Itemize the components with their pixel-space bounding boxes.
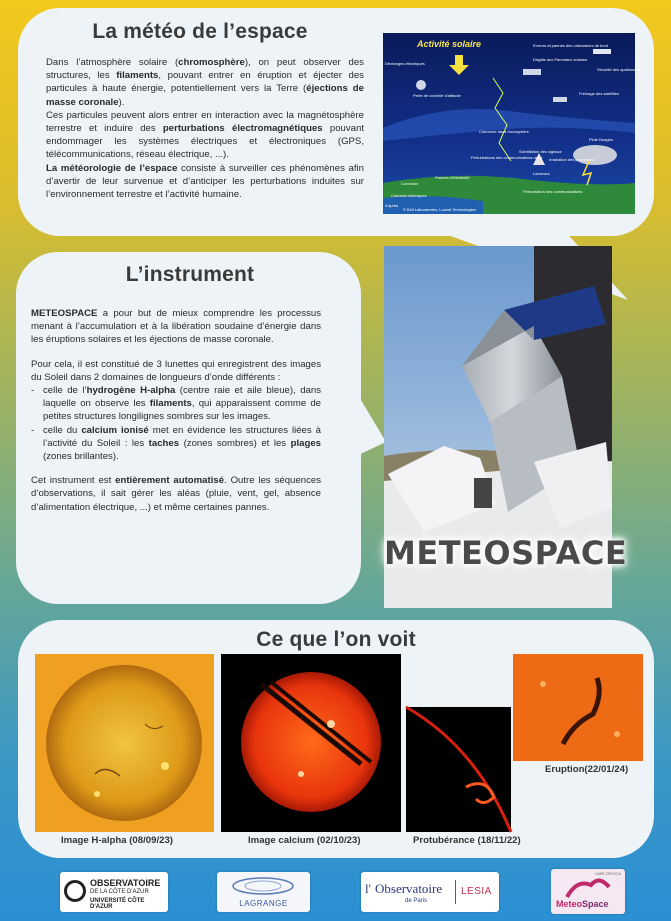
diagram-label: Perte de contrôle d'attitude	[413, 93, 461, 98]
solar-diagram-title: Activité solaire	[417, 39, 482, 49]
oca-line2: DE LA CÔTE D'AZUR	[90, 889, 149, 895]
obspm-divider	[455, 880, 456, 904]
diagram-label: Perturbations des communications radio	[471, 155, 543, 160]
weather-paragraph-1: Dans l’atmosphère solaire (chromosphère), on peut observer des structures, les filaments, pouvant entrer en éruption et éjecter des particules à haute énergie, potentiellement vers la Terre (éjections de masse coronale).	[46, 57, 365, 108]
diagram-label: Freinage des satellites	[579, 91, 620, 96]
diagram-label: Sécurité des spationautes	[597, 67, 644, 72]
lesia-label: LESIA	[461, 886, 492, 897]
diagram-label: Décharges électriques	[385, 61, 425, 66]
instrument-paragraph-3: Cet instrument est entièrement automatisé. Outre les séquences d’observations, il sait gérer les aléas (pluie, vent, gel, absence d’alimentation électrique, ...) et même certaines pannes.	[31, 475, 321, 513]
list-item	[31, 384, 321, 424]
solar-activity-diagram	[383, 33, 644, 214]
diagram-label: Courants telluriques	[391, 193, 427, 198]
section-weather-text	[46, 56, 364, 201]
diagram-label: © Bell Laboratories, Lucent Technologies	[403, 207, 476, 212]
obspm-sub: de Paris	[405, 898, 428, 904]
image-calcium	[221, 654, 401, 832]
caption-prominence: Protubérance (18/11/22)	[413, 835, 521, 846]
diagram-label: Lanceurs	[533, 171, 550, 176]
image-prominence	[406, 707, 511, 832]
diagram-label: d'après	[385, 203, 398, 208]
weather-paragraph-3: La météorologie de l’espace consiste à surveiller ces phénomènes afin d’avertir de leur survenue et d’anticiper les perturbations induites sur l’environnement terrestre et l’activité humaine.	[46, 162, 364, 201]
bullet-calcium: celle du calcium ionisé met en évidence les structures liées à l’activité du Soleil : les taches (zones sombres) et les plages (zones brillantes).	[43, 424, 322, 463]
bullet-mark: -	[31, 385, 35, 397]
obspm-l: l'	[365, 881, 371, 896]
caption-halpha: Image H-alpha (08/09/23)	[61, 835, 173, 846]
diagram-label: Pannes d'électricité	[435, 175, 470, 180]
instrument-paragraph-1: METEOSPACE a pour but de mieux comprendre les processus menant à l’accumulation et à la libération soudaine d’énergie dans les éruptions solaires et les éjections de masse coronale.	[31, 308, 321, 346]
section-instrument-text	[31, 307, 321, 514]
image-eruption	[513, 654, 643, 761]
logo-meteospace	[551, 869, 625, 914]
diagram-label: Scintillation des signaux	[519, 149, 562, 154]
caption-eruption: Eruption(22/01/24)	[545, 764, 629, 775]
diagram-label: Dégâts aux Panneaux solaires	[533, 57, 588, 62]
section-weather-title: La météo de l’espace	[92, 20, 308, 43]
caption-calcium: Image calcium (02/10/23)	[248, 835, 361, 846]
logo-oca	[60, 872, 168, 912]
instrument-paragraph-2: Pour cela, il est constitué de 3 lunettes qui enregistrent des images du Soleil dans 2 domaines de longueurs d’onde différents :	[31, 358, 321, 383]
diagram-label: Corrosion	[401, 181, 419, 186]
meteospace-a: Meteo	[556, 899, 583, 909]
logo-observatoire-paris	[361, 872, 499, 912]
bullet-mark: -	[31, 424, 35, 436]
diagram-label: Irradiation des passagers	[549, 157, 594, 162]
diagram-label: Pluie Nuages	[589, 137, 613, 142]
weather-paragraph-2: Ces particules peuvent alors entrer en interaction avec la magnétosphère terrestre et induire des perturbations électromagnétiques pouvant endommager les systèmes électriques et électroniques (GPS, télécommunications, réseau électrique, ...).	[46, 109, 364, 161]
oca-line3: UNIVERSITÉ CÔTE D'AZUR	[90, 898, 145, 910]
instrument-photo	[384, 246, 628, 608]
meteospace-tag: UMR OP/OCA	[595, 871, 621, 876]
logo-lagrange	[217, 872, 310, 912]
meteospace-b: Space	[582, 899, 609, 909]
section-observations-title: Ce que l’on voit	[256, 628, 416, 651]
lagrange-label: LAGRANGE	[239, 899, 288, 908]
photo-label: METEOSPACE	[384, 534, 628, 572]
diagram-label: Perturbation des communications	[523, 189, 583, 194]
oca-line1: OBSERVATOIRE	[90, 878, 161, 888]
section-instrument-title: L’instrument	[125, 263, 255, 286]
image-halpha	[35, 654, 214, 832]
bullet-halpha: celle de l’hydrogène H-alpha (centre raie et aile bleue), dans laquelle on observe les filaments, qui apparaissent comme de petites structures longilignes sombres sur les images.	[43, 385, 321, 423]
diagram-label: Couronne dans l'ionosphère	[479, 129, 529, 134]
obspm-main: Observatoire	[375, 881, 443, 896]
list-item	[31, 424, 321, 464]
diagram-label: Erreurs et pannes des ordinateurs de bord	[533, 43, 609, 48]
